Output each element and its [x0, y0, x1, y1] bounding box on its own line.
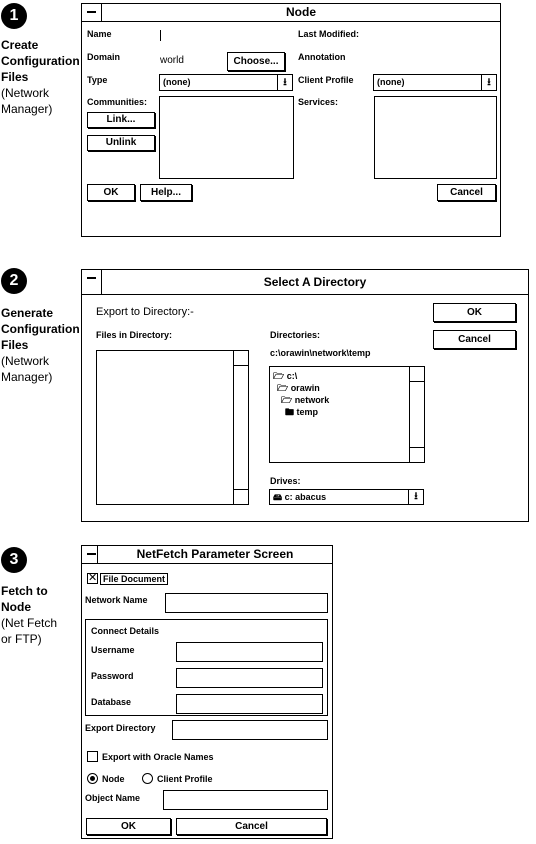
system-menu-icon[interactable] [82, 546, 98, 563]
directories-scrollbar[interactable] [409, 367, 410, 462]
step-3-subtitle: (Net Fetch or FTP) [1, 616, 58, 646]
cancel-button[interactable]: Cancel [437, 184, 496, 201]
link-button[interactable]: Link... [87, 112, 155, 128]
file-document-checkbox[interactable]: ✕ [88, 572, 98, 584]
client-profile-dropdown[interactable]: (none) ⭳ [373, 74, 497, 91]
cancel-button[interactable]: Cancel [176, 818, 327, 835]
radio-node-label: Node [102, 774, 125, 784]
username-label: Username [91, 645, 135, 655]
step-2-title: Generate Configuration Files [1, 306, 80, 352]
communities-label: Communities: [87, 97, 148, 107]
window-title: Select A Directory [263, 275, 367, 289]
tree-item-network[interactable]: 🗁 network [281, 395, 330, 405]
dropdown-arrow-icon: ⭳ [408, 490, 423, 504]
step-2-subtitle: (Network Manager) [1, 354, 53, 384]
files-label: Files in Directory: [96, 330, 173, 340]
files-scrollbar[interactable] [233, 351, 234, 504]
ok-button[interactable]: OK [433, 303, 516, 322]
client-profile-label: Client Profile [298, 75, 354, 85]
export-oracle-names-checkbox[interactable] [87, 751, 98, 762]
step-1-title: Create Configuration Files [1, 38, 80, 84]
password-label: Password [91, 671, 134, 681]
username-input[interactable] [176, 642, 323, 662]
type-dropdown[interactable]: (none) ⭳ [159, 74, 293, 91]
network-name-input[interactable] [165, 593, 328, 613]
tree-item-root[interactable]: 🗁 c:\ [273, 371, 298, 381]
system-menu-icon[interactable] [82, 4, 102, 21]
drives-dropdown[interactable]: 🖴 c: abacus ⭳ [269, 489, 424, 505]
current-path: c:\orawin\network\temp [270, 348, 371, 358]
netfetch-window [81, 545, 333, 839]
tree-item-orawin[interactable]: 🗁 orawin [277, 383, 320, 393]
services-list[interactable] [374, 96, 497, 179]
open-folder-icon: 🗁 [277, 383, 289, 393]
connect-details-label: Connect Details [91, 626, 160, 636]
open-folder-icon: 🗁 [273, 371, 285, 381]
unlink-button[interactable]: Unlink [87, 135, 155, 151]
open-folder-icon: 🗁 [281, 395, 293, 405]
name-input[interactable] [160, 30, 161, 41]
files-list[interactable] [96, 350, 249, 505]
select-directory-window [81, 269, 529, 522]
folder-icon: 🖿 [285, 407, 295, 417]
name-label: Name [87, 29, 112, 39]
window-title: Node [286, 5, 316, 19]
domain-value: world [160, 55, 184, 66]
radio-node[interactable] [87, 773, 98, 784]
radio-client-profile-label: Client Profile [157, 774, 213, 784]
object-name-label: Object Name [85, 793, 141, 803]
export-oracle-names-label: Export with Oracle Names [102, 752, 214, 762]
ok-button[interactable]: OK [87, 184, 135, 201]
file-document-label: File Document [100, 573, 168, 585]
choose-button[interactable]: Choose... [227, 52, 285, 71]
drives-label: Drives: [270, 476, 301, 486]
help-button[interactable]: Help... [140, 184, 192, 201]
domain-label: Domain [87, 52, 121, 62]
directories-list[interactable] [269, 366, 425, 463]
object-name-input[interactable] [163, 790, 328, 810]
export-directory-input[interactable] [172, 720, 328, 740]
system-menu-icon[interactable] [82, 270, 102, 294]
password-input[interactable] [176, 668, 323, 688]
database-label: Database [91, 697, 132, 707]
database-input[interactable] [176, 694, 323, 714]
annotation-label: Annotation [298, 52, 346, 62]
window-title: NetFetch Parameter Screen [136, 547, 294, 561]
step-3-title: Fetch to Node [1, 584, 48, 614]
drive-icon: 🖴 [273, 492, 283, 502]
node-window [81, 3, 501, 237]
network-name-label: Network Name [85, 595, 148, 605]
type-label: Type [87, 75, 108, 85]
step-3-badge: 3 [1, 547, 27, 573]
ok-button[interactable]: OK [86, 818, 171, 835]
services-label: Services: [298, 97, 339, 107]
cancel-button[interactable]: Cancel [433, 330, 516, 349]
tree-item-temp[interactable]: 🖿 temp [285, 407, 319, 417]
export-label: Export to Directory:- [96, 306, 194, 318]
connect-details-group [85, 619, 328, 716]
communities-list[interactable] [159, 96, 294, 179]
last-modified-label: Last Modified: [298, 29, 359, 39]
dropdown-arrow-icon: ⭳ [481, 75, 496, 90]
dropdown-arrow-icon: ⭳ [277, 75, 292, 90]
step-1-badge: 1 [1, 3, 27, 29]
export-directory-label: Export Directory [85, 723, 156, 733]
directories-label: Directories: [270, 330, 321, 340]
radio-client-profile[interactable] [142, 773, 153, 784]
step-1-subtitle: (Network Manager) [1, 86, 53, 116]
step-2-badge: 2 [1, 268, 27, 294]
